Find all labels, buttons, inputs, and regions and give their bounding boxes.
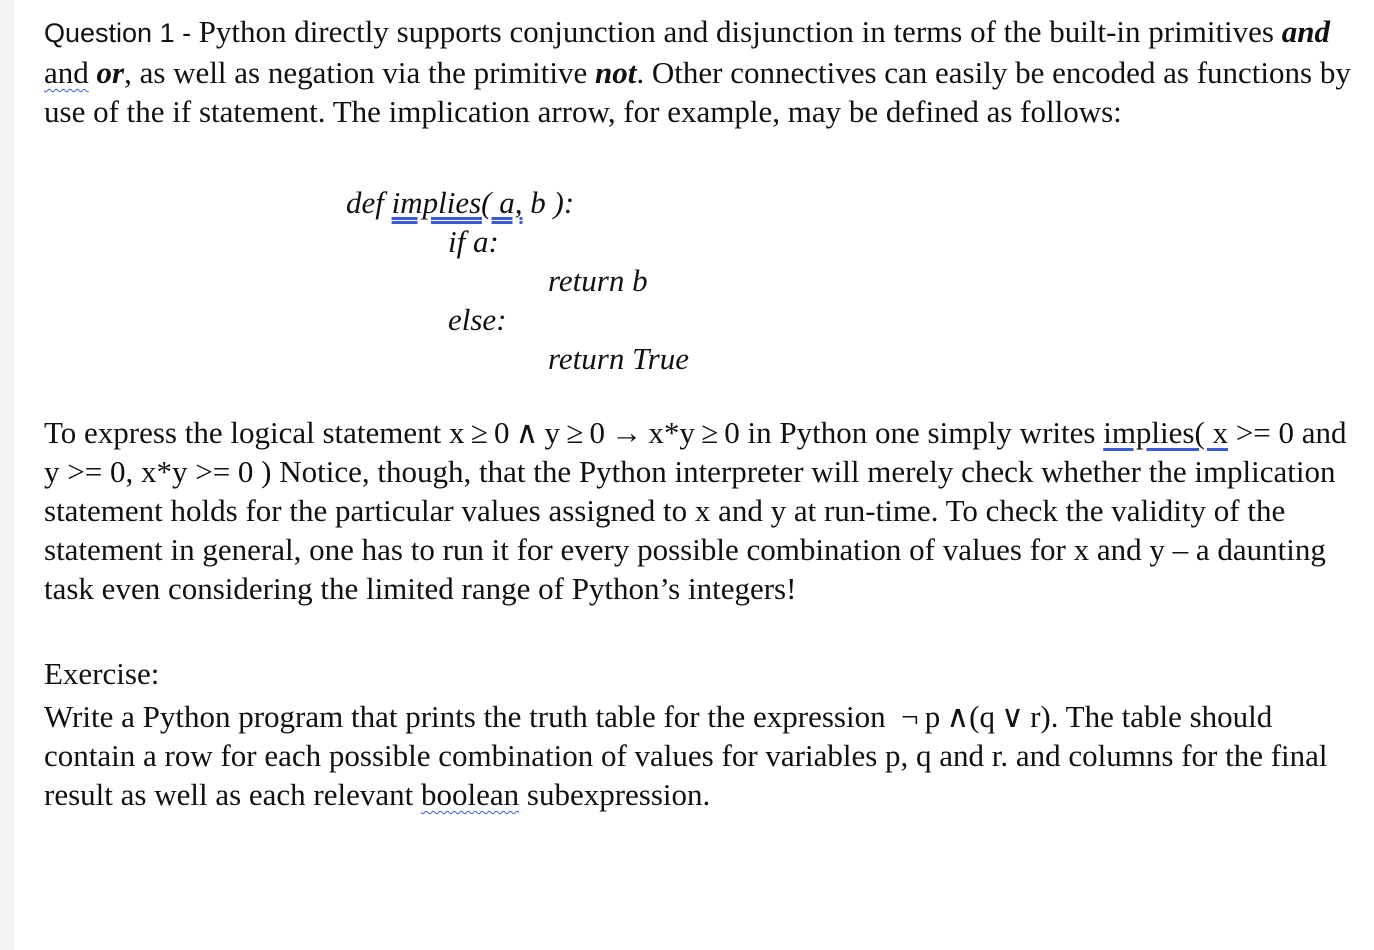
implies-call-flag[interactable]: implies( x [1103, 415, 1229, 450]
exercise-heading: Exercise: [44, 656, 160, 691]
code-block [44, 183, 1354, 413]
code-if-line: if a: [448, 224, 499, 259]
code-return-b-line: return b [548, 263, 648, 298]
spellcheck-flag-boolean[interactable]: boolean [421, 777, 520, 812]
not-keyword: not [595, 55, 637, 90]
question-label: Question 1 - [44, 18, 199, 48]
document-page [44, 12, 1354, 814]
spellcheck-flag-and[interactable]: and [44, 55, 89, 90]
code-else-line: else: [448, 302, 507, 337]
question-paragraph: Question 1 - Python directly supports conjunction and disjunction in terms of the built-in primitives and and or, as well as negation via the primitive not. Other connectives can easily be encoded as functions by use of the if statement. The implication arrow, for example, may be defined as follows: [44, 14, 1351, 129]
code-return-true-line: return True [548, 341, 689, 376]
left-margin-strip [0, 0, 14, 950]
and-keyword: and [1281, 14, 1330, 49]
exercise-paragraph: Write a Python program that prints the truth table for the expression ¬ p ∧(q ∨ r). The table should contain a row for each possible combination of values for variables p, q and r. and columns for the final result as well as each relevant boolean subexpression. [44, 699, 1328, 812]
func-signature-flag[interactable]: implies( a, [391, 185, 523, 220]
or-keyword: or [96, 55, 125, 90]
express-paragraph: To express the logical statement x ≥ 0 ∧ y ≥ 0 → x*y ≥ 0 in Python one simply writes implies( x >= 0 and y >= 0, x*y >= 0 ) Notice, though, that the Python interpreter will merely check whether the implication statement holds for the particular values assigned to x and y at run-time. To check the validity of the statement in general, one has to run it for every possible combination of values for x and y – a daunting task even considering the limited range of Python’s integers! [44, 415, 1347, 606]
code-def-line: def implies( a, b ): [346, 185, 575, 220]
